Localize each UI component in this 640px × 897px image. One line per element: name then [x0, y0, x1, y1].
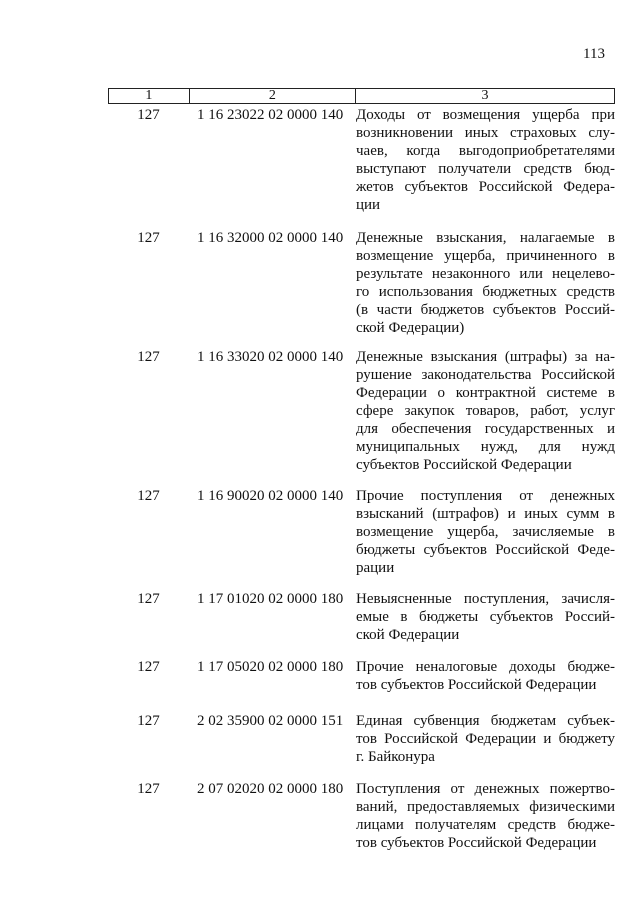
budget-code: 1 17 05020 02 0000 180	[197, 659, 344, 675]
income-description	[356, 780, 615, 852]
description-line: Денежные взыскания (штрафы) за на-	[356, 349, 615, 365]
description-line: жетов субъектов Российской Федера-	[356, 179, 615, 195]
header-col-3: 3	[481, 88, 489, 103]
income-description	[356, 712, 615, 766]
description-line: Единая субвенция бюджетам субъек-	[356, 713, 615, 729]
description-line: муниципальных нужд, для нужд	[356, 439, 615, 455]
description-line: Невыясненные поступления, зачисля-	[356, 591, 615, 607]
description-line: бюджеты субъектов Российской Феде-	[356, 542, 615, 558]
description-line: рации	[356, 560, 395, 576]
admin-code: 127	[137, 107, 160, 123]
description-line: тов субъектов Российской Федерации	[356, 835, 597, 851]
income-description	[356, 590, 615, 644]
description-line: чаев, когда выгодоприобретателями	[356, 143, 615, 159]
budget-code: 1 16 33020 02 0000 140	[197, 349, 344, 365]
description-line: ской Федерации)	[356, 320, 465, 336]
admin-code: 127	[137, 230, 160, 246]
description-line: возникновении иных страховых слу-	[356, 125, 615, 141]
header-col-1: 1	[109, 89, 190, 103]
description-line: г. Байконура	[356, 749, 435, 765]
description-line: взысканий (штрафов) и иных сумм в	[356, 506, 615, 522]
income-description	[356, 348, 615, 474]
admin-code: 127	[137, 591, 160, 607]
income-description	[356, 106, 615, 214]
admin-code: 127	[137, 713, 160, 729]
description-line: для обеспечения государственных и	[356, 421, 615, 437]
income-description	[356, 229, 615, 337]
income-description	[356, 487, 615, 577]
description-line: тов Российской Федерации и бюджету	[356, 731, 615, 747]
description-line: лицами получателям средств бюдже-	[356, 817, 615, 833]
admin-code: 127	[137, 659, 160, 675]
budget-code: 1 16 32000 02 0000 140	[197, 230, 344, 246]
description-line: ваний, предоставляемых физическими	[356, 799, 615, 815]
description-line: емые в бюджеты субъектов Россий-	[356, 609, 615, 625]
description-line: Прочие поступления от денежных	[356, 488, 615, 504]
budget-code: 1 17 01020 02 0000 180	[197, 591, 344, 607]
admin-code: 127	[137, 488, 160, 504]
description-line: Федерации о контрактной системе в	[356, 385, 615, 401]
description-line: Поступления от денежных пожертво-	[356, 781, 615, 797]
description-line: возмещение ущерба, зачисляемые в	[356, 524, 615, 540]
description-line: (в части бюджетов субъектов Россий-	[356, 302, 615, 318]
admin-code: 127	[137, 781, 160, 797]
description-line: Прочие неналоговые доходы бюдже-	[356, 659, 615, 675]
description-line: выступают получатели средств бюд-	[356, 161, 615, 177]
description-line: субъектов Российской Федерации	[356, 457, 572, 473]
description-line: результате незаконного или нецелево-	[356, 266, 615, 282]
description-line: Доходы от возмещения ущерба при	[356, 107, 615, 123]
description-line: ской Федерации	[356, 627, 460, 643]
table-header	[108, 88, 615, 104]
description-line: ции	[356, 197, 381, 213]
budget-code: 1 16 23022 02 0000 140	[197, 107, 344, 123]
description-line: Денежные взыскания, налагаемые в	[356, 230, 615, 246]
header-col-2: 2	[190, 89, 356, 103]
description-line: сфере закупок товаров, работ, услуг	[356, 403, 615, 419]
admin-code: 127	[137, 349, 160, 365]
budget-code: 2 07 02020 02 0000 180	[197, 781, 344, 797]
budget-code: 1 16 90020 02 0000 140	[197, 488, 344, 504]
page-number: 113	[583, 46, 605, 62]
description-line: го использования бюджетных средств	[356, 284, 615, 300]
description-line: возмещение ущерба, причиненного в	[356, 248, 615, 264]
budget-code: 2 02 35900 02 0000 151	[197, 713, 344, 729]
income-description	[356, 658, 615, 694]
description-line: рушение законодательства Российской	[356, 367, 615, 383]
description-line: тов субъектов Российской Федерации	[356, 677, 597, 693]
